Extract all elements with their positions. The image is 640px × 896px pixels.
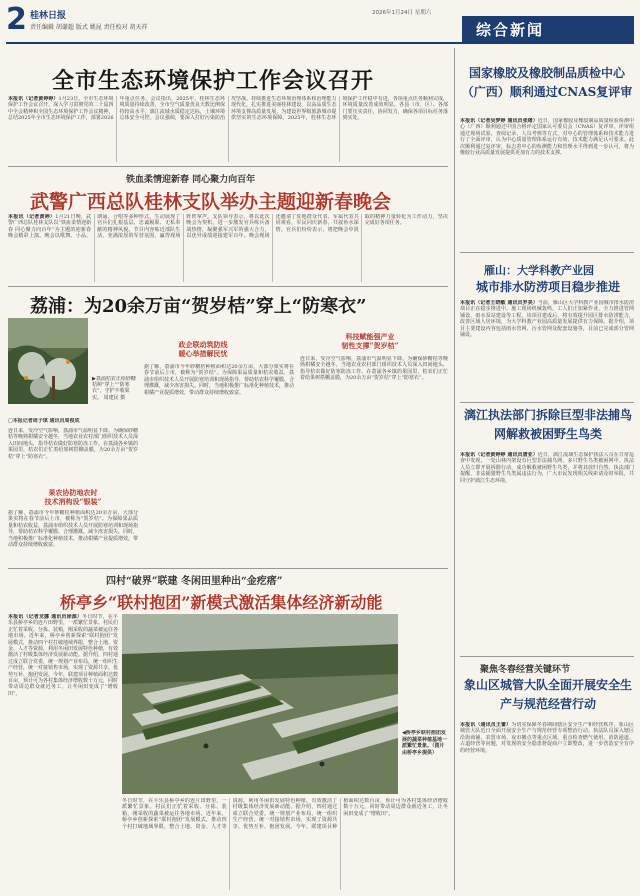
side2-kicker: 雁山：大学科教产业园	[484, 264, 594, 277]
story2-text: 1月21日晚，武警广西总队桂林支队以“铁血柔情迎新春 同心聚力向百年”为主题的迎新春晚会精彩上演。晚会以歌舞、小品、朗诵、合唱等多种形式，生动展现了官兵们扎根基层、忠诚履职、无私奉献的精神风貌。节目内容贴近部队生活，充满浓厚的军营氛围，赢得现场阵阵掌声。支队领导表示，将以此次晚会为契机，进一步激发官兵练兵备战热情，凝聚强军兴军的强大合力，以优异成绩迎接建军百年。晚会现场还邀请了驻地群众代表、军属代表共同观看，军民同庆新春，共叙鱼水深情。官兵们纷纷表示，将把晚会中汲取的精神力量转化为工作动力，坚决完成好各项任务。	[8, 214, 448, 240]
story3-col2-body: 据了解，荔浦市今年砂糖桔种植面积达20余万亩，大部分果实将在春节前后上市，被称为“贺岁桔”。为保障果品质量和桔农收益，荔浦市组织技术人员开展防寒培训和现场指导，帮助桔农科学覆膜、合理灌溉，减少冻害损失。同时，当地积极推广标准化种植技术，推动柑橘产业提质增效，带动群众持续增收致富。	[144, 364, 294, 396]
story4-lead: 本报讯（记者龙娜 通讯员徐源）	[8, 614, 83, 620]
side1-text: 近日，国家橡胶及橡胶制品质量检验检测中心（广西）顺利通过中国合格评定国家认可委员会（CNAS）复评审。评审组通过现场试验、查阅记录、人员考核等方式，对中心的管理体系和技术能力进行了全面评审，认为中心质量管理体系运行有效，技术能力满足认可要求。此次顺利通过复评审，标志着中心的检测能力和管理水平得到进一步认可，将为橡胶行业高质量发展提供更加有力的技术支撑。	[460, 118, 634, 157]
story1-lead: 本报讯（记者黄婷婷）	[8, 96, 59, 102]
story2-lead: 本报讯（记者黄婷）	[8, 214, 56, 220]
page-number: 2	[6, 2, 27, 37]
section-title: 综合新闻	[462, 16, 634, 42]
side3-body	[460, 452, 634, 652]
story2-body	[8, 214, 448, 282]
side2-lead: 本报讯（记者王晓敏 通讯员罗美）	[460, 300, 538, 306]
side1-headline-line1: 国家橡胶及橡胶制品质检中心（广西）顺利通过CNAS复评审	[461, 66, 633, 99]
editor-credits: 责任编辑 胡谦超 版式 姚昆 责任校对 胡天祥	[30, 24, 148, 31]
page-header	[6, 4, 634, 44]
side1-body	[460, 118, 634, 240]
story1-text: 1月23日，全市生态环境保护工作会议召开，深入学习贯彻党的二十届四中全会精神和全国生态环境保护工作会议精神，总结2025年全市生态环境保护工作，部署2026年重点任务。会议指出，2025年，桂林生态环境质量持续改善，全市空气质量优良天数比例保持较高水平，漓江流域水质稳定达标，土壤环境总体安全可控。会议强调，要深入打好污染防治攻坚战，持续推进生态环境治理体系和治理能力现代化，扎实推进美丽桂林建设，以高品质生态环境支撑高质量发展，为建设世界级旅游城市提供坚实的生态环境保障。2025年，桂林生态环境保护工作稳中有进，各项重点任务顺利完成，环境质量改善成效明显。各县（市、区）、各部门要压实责任，协同发力，确保各项目标任务落到实处。	[8, 96, 448, 122]
story3-col1-body: 据了解，荔浦市今年砂糖桔种植面积达20余万亩，大部分果实将在春节前后上市，被称为“贺岁桔”。为保障果品质量和桔农收益，荔浦市组织技术人员开展防寒培训和现场指导，帮助桔农科学覆膜、合理灌溉，减少冻害损失。同时，当地积极推广标准化种植技术，推动柑橘产业提质增效，带动群众持续增收致富。	[8, 510, 138, 549]
story3-byline: □本报记者周子琪 通讯员周俊成	[8, 418, 80, 424]
divider	[460, 402, 634, 403]
story3-subhead-2: 科技赋能强产业 韧性支撑“贺岁桔”	[341, 332, 399, 350]
story4-text: 冬日时节，在平乐县桥亭乡的连片田野里，一派繁忙景象。村民们正忙着采收、分拣、装箱，刚采收的蔬菜被运往各地市场。近年来，桥亭乡创新探索“联村抱团”发展模式，推动四个村打破地域界限，整合土地、资金、人才等资源，利用冬闲田发展特色种植，有效激活了村级集体经济发展新动能。据介绍，四村通过成立联合党委，统一规划产业布局，统一组织生产经营，统一对接销售市场，实现了资源共享、优势互补、抱团发展。今年，联建项目种植面积达数百亩，预计可为各村集体经济增收数十万元，同时带动周边群众就近务工，让冬闲田变成了“增收田”。	[8, 614, 118, 697]
story3-intro: 连日来，受冷空气影响，荔浦市气温明显下降。为确保砂糖桔等晚熟柑橘安全越冬，当地农业农村部门组织技术人员深入田间地头，指导桔农做好防寒防冻工作。在荔浦各乡镇的果园里，桔农们正忙着给果树搭棚盖膜，为20余万亩“贺岁桔”穿上“防寒衣”。	[8, 428, 138, 460]
side4-body	[460, 722, 634, 890]
side4-lead: 本报讯（通讯员王蕾）	[460, 722, 512, 728]
story3-subhead-3: 果农协防地农时 技术消构设“银装”	[44, 488, 102, 506]
story2-kicker: 铁血柔情迎新春 同心聚力向百年	[126, 175, 256, 185]
divider	[8, 166, 448, 167]
side4-text: 为切实保障冬春期间辖区安全生产和经营秩序，象山区城管大队近日全面开展安全生产与规范经营专项整治行动。执法队员深入辖区沿街商铺、农贸市场、夜市摊点等重点区域，重点检查燃气使用、消防通道、占道经营等问题，对发现的安全隐患督促商户立即整改，进一步营造安全有序的经营环境。	[460, 722, 634, 754]
story4-photo-caption: ◀桥亭乡联村抱团发展的蔬菜种植基地一派繁忙景象。（图片由桥亭乡提供）	[402, 730, 448, 756]
story3-photo-caption: ▶荔浦桔农正给砂糖桔树“穿上”“防寒衣”，守护丰收果实。 周建民 摄	[92, 376, 136, 401]
story4-col1	[8, 614, 118, 890]
divider	[460, 252, 634, 253]
vegetable-field-photo	[122, 614, 398, 794]
divider	[460, 656, 634, 657]
story3-headline: 荔浦：为20余万亩“贺岁桔”穿上“防寒衣”	[30, 296, 367, 317]
side2-text: 当前，雁山区大学科教产业园城市排水防涝项目正在稳步推进中。施工现场机械轰鸣，工人们正加紧作业，全力推进管网铺设、雨水泵站建设等工程。该项目建成后，将有效提升园区排水防涝能力，改善区域人居环境，为大学科教产业园高质量发展提供有力保障。据介绍，项目主要建设内容包括雨水管网、污水管网及配套设施等，目前已完成部分管网铺设。	[460, 300, 634, 339]
side4-kicker: 聚焦冬春经营关键环节	[480, 665, 571, 675]
story3-col3-body: 连日来，受冷空气影响，荔浦市气温明显下降。为确保砂糖桔等晚熟柑橘安全越冬，当地农业农村部门组织技术人员深入田间地头，指导桔农做好防寒防冻工作。在荔浦各乡镇的果园里，桔农们正忙着给果树搭棚盖膜，为20余万亩“贺岁桔”穿上“防寒衣”。	[300, 356, 448, 382]
masthead-logo: 桂林日报	[30, 11, 67, 21]
side2-body	[460, 300, 634, 398]
divider	[8, 568, 448, 569]
side1-lead: 本报讯（记者吴梦婷 通讯员张绪）	[460, 118, 538, 124]
side3-lead: 本报讯（记者黄婷婷 通讯员唐亚）	[460, 452, 538, 458]
story2-headline: 武警广西总队桂林支队举办主题迎新春晚会	[30, 191, 392, 213]
side2-headline: 城市排水防涝项目稳步推进	[476, 280, 621, 294]
side3-headline: 漓江执法部门拆除巨型非法捕鸟网解救被困野生鸟类	[463, 408, 632, 441]
divider	[8, 286, 448, 287]
story3-subhead-1: 政企联动筑防线 暖心举措解民忧	[178, 340, 228, 358]
citrus-orchard-photo	[8, 318, 88, 404]
story4-kicker: 四村“破界”联建 冬闲田里种出“金疙瘩”	[106, 576, 283, 587]
story1-body	[8, 96, 448, 162]
side3-text: 近日，漓江流域生态保护执法人员在日常巡查中发现，一处山林内架设有巨型非法捕鸟网，多只野生鸟类被困网中。执法人员立即开展拆除行动，成功解救被困野生鸟类，并将其放归自然。执法部门提醒，非法捕猎野生鸟类属违法行为，广大市民发现相关线索请及时举报，共同守护漓江生态环境。	[460, 452, 634, 484]
side4-headline: 象山区城管大队全面开展安全生产与规范经营行动	[463, 678, 632, 711]
story1-headline: 全市生态环境保护工作会议召开	[52, 68, 375, 94]
story4-headline: 桥亭乡“联村抱团”新模式激活集体经济新动能	[60, 593, 383, 612]
column-divider	[454, 48, 455, 890]
dateline: 2026年1月24日 星期六	[372, 10, 432, 16]
story4-lower-body: 冬日时节，在平乐县桥亭乡的连片田野里，一派繁忙景象。村民们正忙着采收、分拣、装箱，刚采收的蔬菜被运往各地市场。近年来，桥亭乡创新探索“联村抱团”发展模式，推动四个村打破地域界限，整合土地、资金、人才等资源，利用冬闲田发展特色种植，有效激活了村级集体经济发展新动能。据介绍，四村通过成立联合党委，统一规划产业布局，统一组织生产经营，统一对接销售市场，实现了资源共享、优势互补、抱团发展。今年，联建项目种植面积达数百亩，预计可为各村集体经济增收数十万元，同时带动周边群众就近务工，让冬闲田变成了“增收田”。	[122, 798, 448, 830]
